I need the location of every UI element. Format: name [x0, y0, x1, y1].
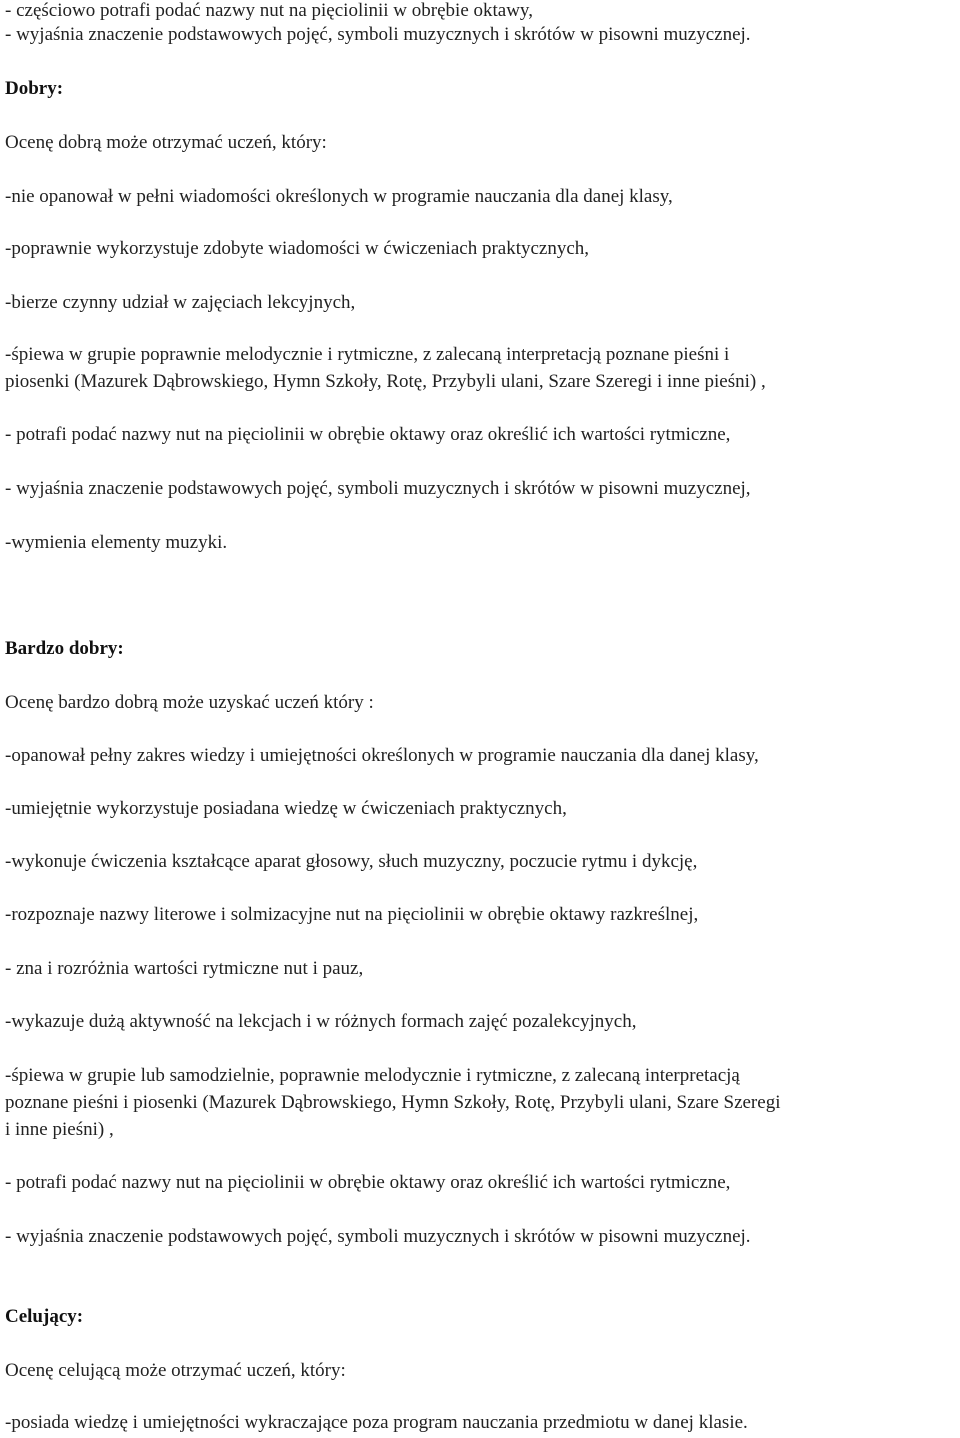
section-intro-bardzo-dobry: Ocenę bardzo dobrą może uzyskać uczeń który : [5, 692, 374, 713]
list-item: - wyjaśnia znaczenie podstawowych pojęć, symboli muzycznych i skrótów w pisowni muzycznej, [5, 478, 751, 499]
list-item: -posiada wiedzę i umiejętności wykraczające poza program nauczania przedmiotu w danej klasie. [5, 1412, 748, 1433]
list-item: -śpiewa w grupie lub samodzielnie, poprawnie melodycznie i rytmiczne, z zalecaną interpretacją [5, 1065, 740, 1086]
list-item: -wykonuje ćwiczenia kształcące aparat głosowy, słuch muzyczny, poczucie rytmu i dykcję, [5, 851, 698, 872]
list-item: -poprawnie wykorzystuje zdobyte wiadomości w ćwiczeniach praktycznych, [5, 238, 590, 259]
section-intro-dobry: Ocenę dobrą może otrzymać uczeń, który: [5, 132, 327, 153]
list-item: -śpiewa w grupie poprawnie melodycznie i rytmiczne, z zalecaną interpretacją poznane pieśni i [5, 344, 730, 365]
section-heading-celujacy: Celujący: [5, 1306, 84, 1327]
list-item: -opanował pełny zakres wiedzy i umiejętności określonych w programie nauczania dla danej klasy, [5, 745, 759, 766]
intro-line: - wyjaśnia znaczenie podstawowych pojęć, symboli muzycznych i skrótów w pisowni muzycznej. [5, 24, 751, 45]
section-heading-dobry: Dobry: [5, 78, 64, 99]
list-item: - zna i rozróżnia wartości rytmiczne nut i pauz, [5, 958, 364, 979]
list-item: -nie opanował w pełni wiadomości określonych w programie nauczania dla danej klasy, [5, 186, 673, 207]
intro-line: - częściowo potrafi podać nazwy nut na pięciolinii w obrębie oktawy, [5, 0, 533, 21]
section-heading-bardzo-dobry: Bardzo dobry: [5, 638, 124, 659]
list-item: -bierze czynny udział w zajęciach lekcyjnych, [5, 292, 356, 313]
list-item: - potrafi podać nazwy nut na pięciolinii w obrębie oktawy oraz określić ich wartości rytmiczne, [5, 1172, 731, 1193]
list-item: -umiejętnie wykorzystuje posiadana wiedzę w ćwiczeniach praktycznych, [5, 798, 567, 819]
list-item: - potrafi podać nazwy nut na pięciolinii w obrębie oktawy oraz określić ich wartości rytmiczne, [5, 424, 731, 445]
list-item: poznane pieśni i piosenki (Mazurek Dąbrowskiego, Hymn Szkoły, Rotę, Przybyli ulani, Szare Szeregi [5, 1092, 781, 1113]
list-item: -wykazuje dużą aktywność na lekcjach i w różnych formach zajęć pozalekcyjnych, [5, 1011, 637, 1032]
list-item: - wyjaśnia znaczenie podstawowych pojęć, symboli muzycznych i skrótów w pisowni muzycznej. [5, 1226, 751, 1247]
list-item: -wymienia elementy muzyki. [5, 532, 228, 553]
list-item: i inne pieśni) , [5, 1119, 114, 1140]
section-intro-celujacy: Ocenę celującą może otrzymać uczeń, który: [5, 1360, 346, 1381]
list-item: piosenki (Mazurek Dąbrowskiego, Hymn Szkoły, Rotę, Przybyli ulani, Szare Szeregi i inne pieśni) , [5, 371, 766, 392]
list-item: -rozpoznaje nazwy literowe i solmizacyjne nut na pięciolinii w obrębie oktawy razkreślnej, [5, 904, 699, 925]
